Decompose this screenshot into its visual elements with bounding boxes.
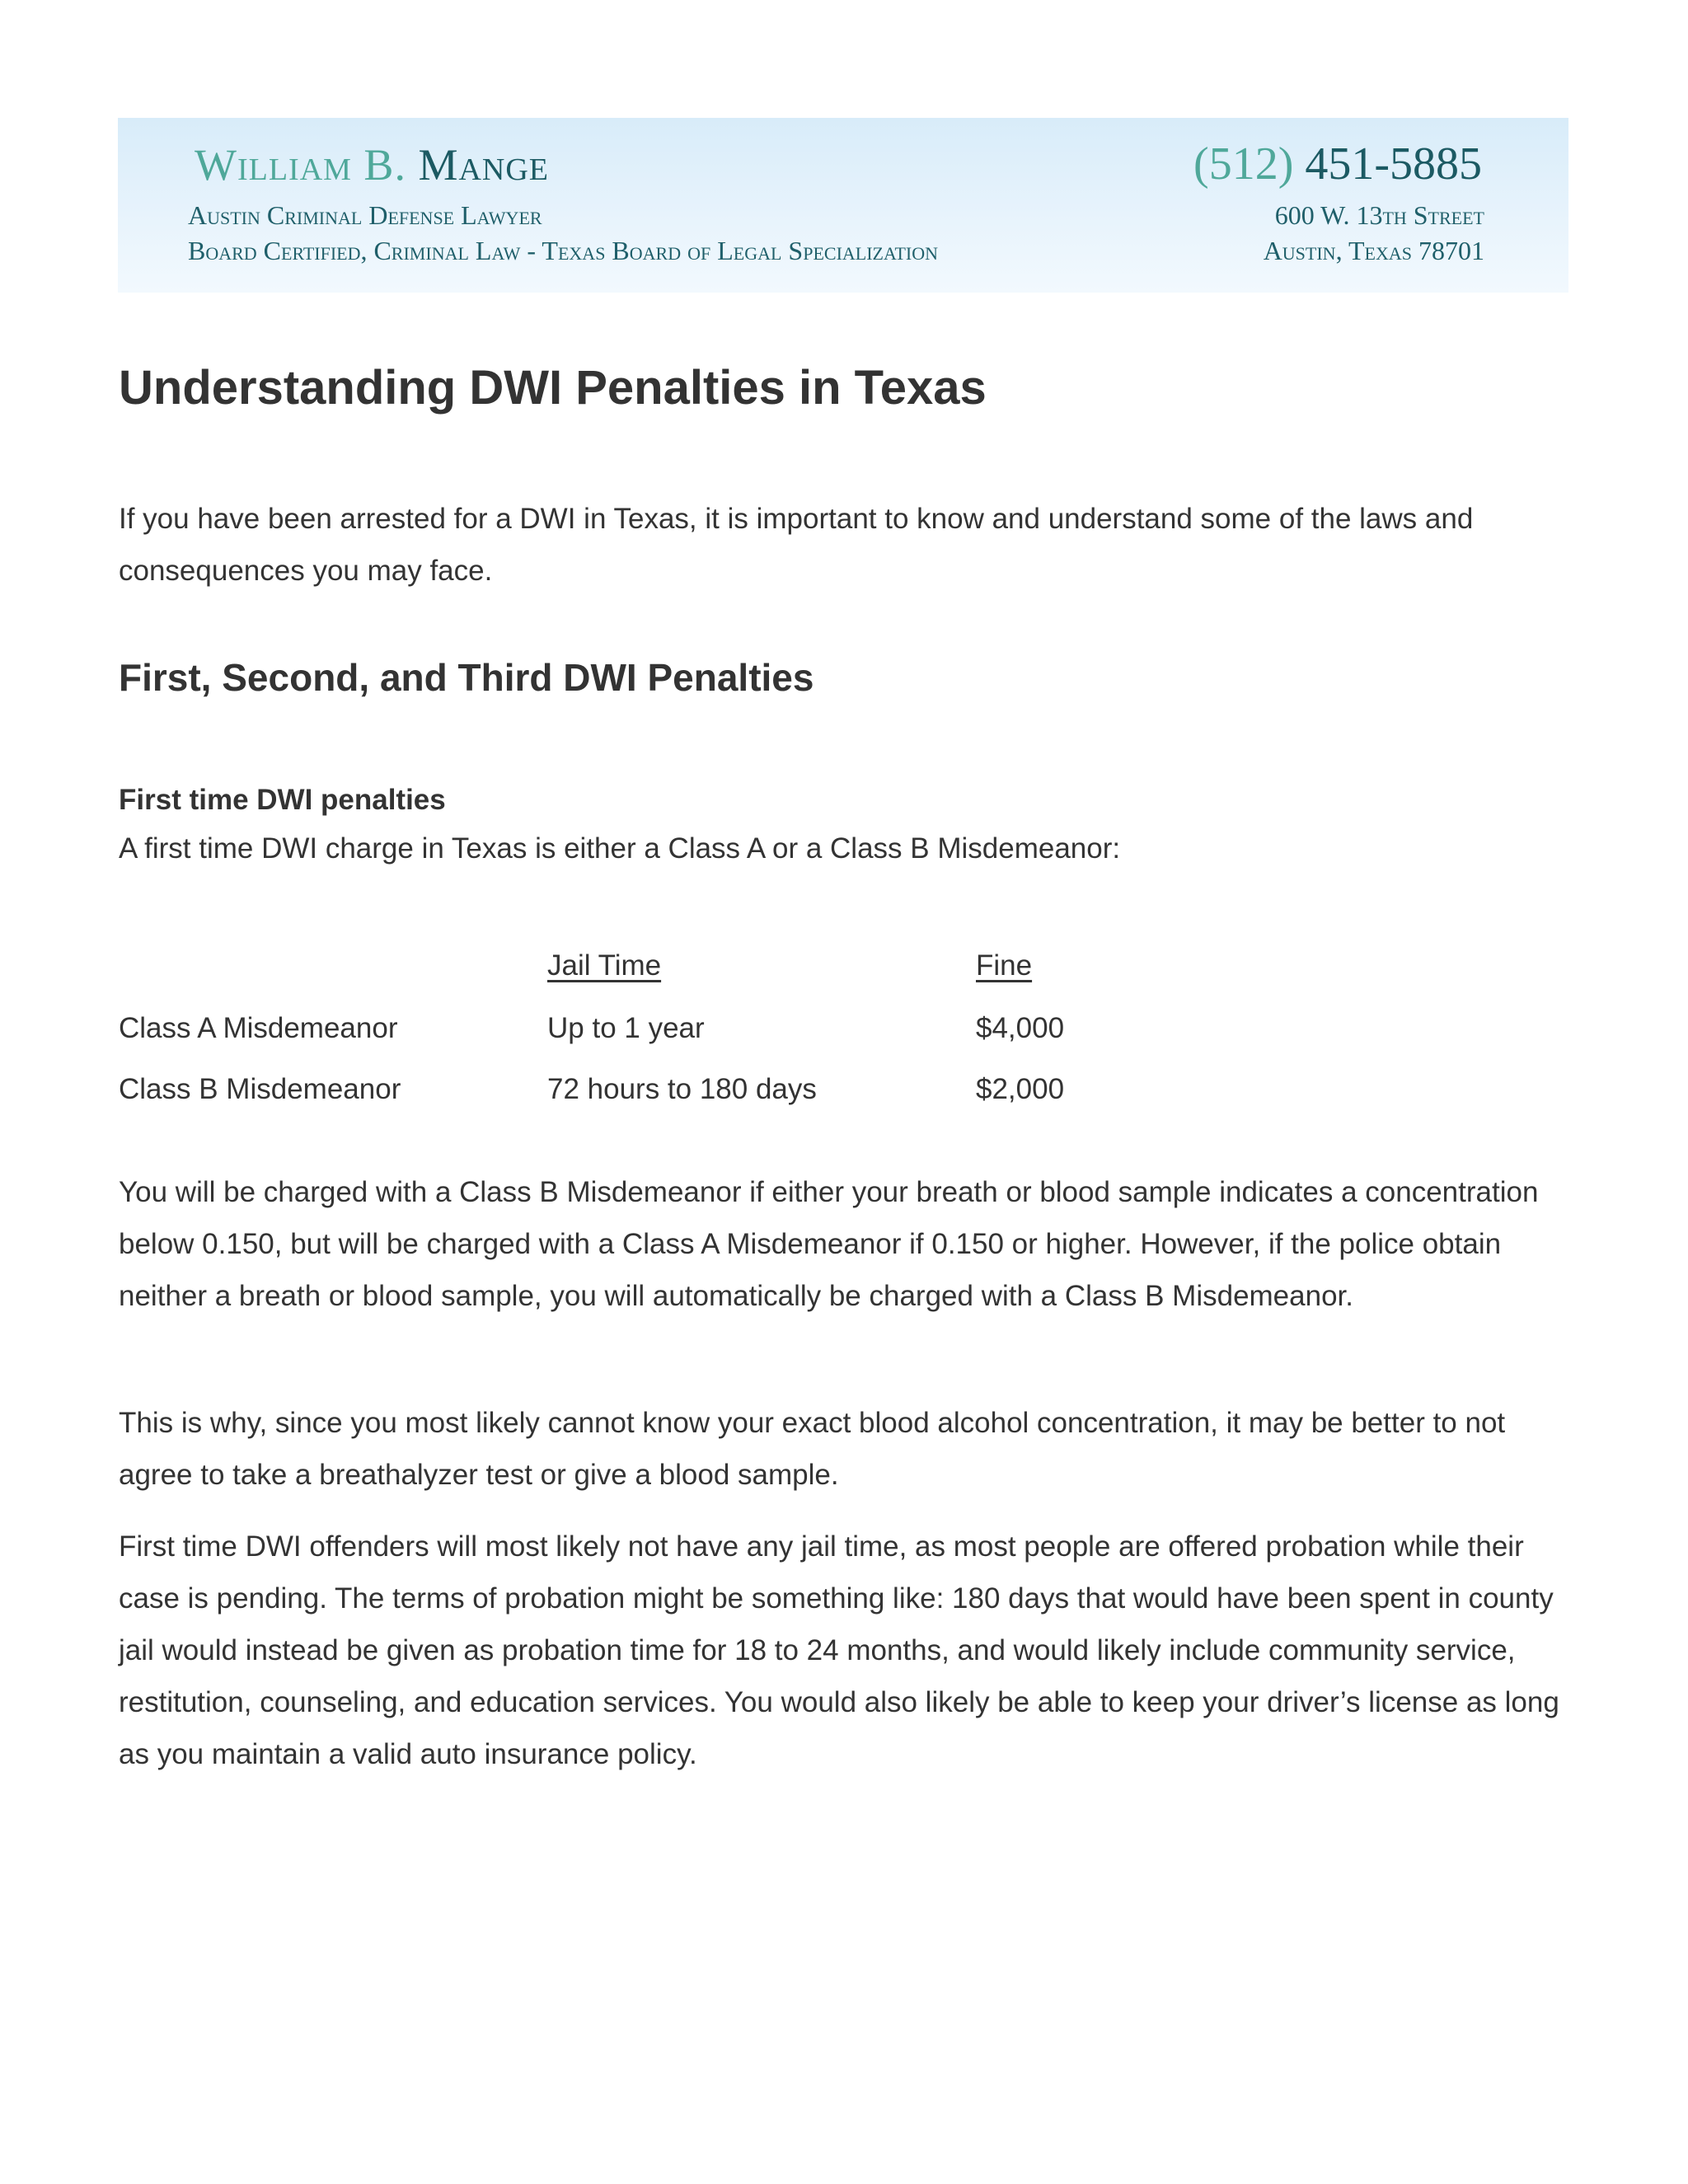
- firm-name-first: William B.: [195, 140, 406, 190]
- firm-address-street: 600 W. 13th Street: [1274, 200, 1484, 230]
- page-title: Understanding DWI Penalties in Texas: [119, 361, 987, 415]
- firm-address-city: Austin, Texas 78701: [1263, 236, 1484, 265]
- firm-name-last: Mange: [418, 140, 550, 190]
- firm-phone[interactable]: [1193, 138, 1482, 190]
- section-heading: First, Second, and Third DWI Penalties: [119, 656, 814, 699]
- table-cell: $4,000: [976, 1012, 1065, 1044]
- table-cell: $2,000: [976, 1073, 1065, 1105]
- table-row: [119, 1009, 1108, 1048]
- body-paragraph: First time DWI offenders will most likely not have any jail time, as most people are offered probation while their case is pending. The terms of probation might be something like: 180 days that would have been spent in county jail would instead be given as probation time for 18 to 24 months, and would likely include community service, restitution, counseling, and education services. You would also likely be able to keep your driver’s license as long as you maintain a valid auto insurance policy.: [119, 1530, 1559, 1770]
- phone-area-code: (512): [1193, 138, 1294, 190]
- letterhead-banner: [118, 118, 1568, 293]
- table-header-cell: Fine: [976, 949, 1033, 982]
- table-header-cell: Jail Time: [547, 949, 662, 982]
- firm-tagline: Austin Criminal Defense Lawyer: [188, 200, 542, 230]
- phone-number: 451-5885: [1305, 138, 1482, 190]
- table-cell: 72 hours to 180 days: [547, 1073, 817, 1105]
- table-row: [119, 1070, 1108, 1109]
- body-paragraph: You will be charged with a Class B Misdemeanor if either your breath or blood sample indicates a concentration below 0.150, but will be charged with a Class A Misdemeanor if 0.150 or higher. However, if the police obtain neither a breath or blood sample, you will automatically be charged with a Class B Misdemeanor.: [119, 1176, 1539, 1312]
- body-paragraph: This is why, since you most likely cannot know your exact blood alcohol concentration, it may be better to not agree to take a breathalyzer test or give a blood sample.: [119, 1407, 1506, 1491]
- firm-name: [195, 140, 550, 190]
- subsection-heading: First time DWI penalties: [119, 784, 446, 816]
- table-cell: Class A Misdemeanor: [119, 1012, 398, 1044]
- intro-paragraph: If you have been arrested for a DWI in Texas, it is important to know and understand some of the laws and consequences you may face.: [119, 503, 1474, 587]
- table-cell: Class B Misdemeanor: [119, 1073, 401, 1105]
- lead-paragraph: A first time DWI charge in Texas is either a Class A or a Class B Misdemeanor:: [119, 832, 1121, 865]
- firm-certification: Board Certified, Criminal Law - Texas Board of Legal Specialization: [188, 236, 938, 265]
- table-cell: Up to 1 year: [547, 1012, 705, 1044]
- table-header-row: [119, 946, 1108, 986]
